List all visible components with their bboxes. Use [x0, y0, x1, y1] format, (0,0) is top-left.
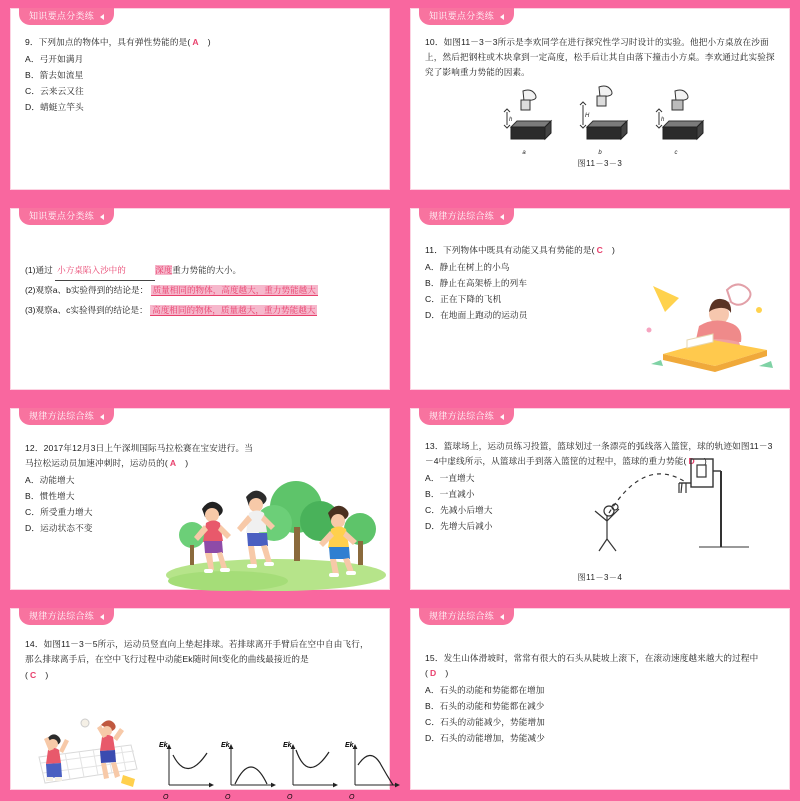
slide-tag-9 [19, 8, 114, 25]
graph-origin-label: O [225, 794, 231, 801]
answer-letter: D [688, 456, 695, 467]
basketball-trajectory-figure [579, 447, 769, 552]
question-block [425, 35, 777, 80]
slide-tag-15 [419, 608, 514, 625]
slide-tag-13 [419, 408, 514, 425]
slide-tag-label: 规律方法综合练 [29, 611, 95, 621]
options-list [25, 52, 377, 115]
question-stem-tail: ) [445, 668, 449, 679]
graph-origin-label: O [287, 794, 293, 801]
option-c: C．正在下降的飞机 [425, 294, 502, 305]
option-b: B．箭去如流星 [25, 70, 84, 81]
graph-origin-label: O [349, 794, 355, 801]
option-d: D．石头的动能增加，势能减少 [425, 733, 546, 744]
svg-text:H: H [585, 113, 590, 119]
graph-option-d [347, 743, 401, 799]
chevron-right-icon [500, 614, 504, 620]
sand-table-drawing-b [569, 87, 631, 149]
question-block [425, 651, 777, 746]
graph-a-curve [161, 743, 215, 793]
graph-y-label: Ek [159, 742, 168, 749]
option-d: D．蜻蜓立竿头 [25, 102, 84, 113]
graph-y-label: Ek [345, 742, 354, 749]
volleyball-illustration [31, 717, 151, 797]
question-stem [25, 441, 261, 471]
graph-option-a [161, 743, 215, 799]
answer-tail: ) [45, 670, 49, 681]
girl-reading-book-icon [635, 268, 785, 383]
answer-line [25, 668, 377, 683]
slide-tag-10 [419, 8, 514, 25]
slide-body [411, 645, 789, 789]
slide-card [410, 408, 790, 590]
slide-tag-14 [19, 608, 114, 625]
question-block [25, 637, 377, 683]
slide-tag-label: 规律方法综合练 [29, 411, 95, 421]
slide-fill-in-blank [0, 200, 400, 400]
fill-row-2-prefix: (2)观察a、b实验得到的结论是： [25, 285, 149, 296]
figure-caption: 图11－3－3 [577, 159, 623, 168]
chevron-right-icon [500, 414, 504, 420]
graph-b-curve [223, 743, 277, 793]
graph-d-curve [347, 743, 401, 793]
figure-caption: 图11－3－4 [577, 573, 623, 582]
question-stem-tail: ) [185, 458, 189, 469]
fill-row-1-suffix: 重力势能的大小。 [172, 265, 242, 275]
sand-setup-a [493, 87, 555, 156]
question-stem-tail: ) [207, 37, 211, 47]
question-stem [425, 651, 777, 681]
question-stem-text: 12．2017年12月3日上午深圳国际马拉松赛在宝安进行。当马拉松运动员加速冲刺时，运动员的( [25, 443, 253, 469]
chevron-right-icon [500, 214, 504, 220]
fill-row-1-highlight: 深度 [155, 265, 173, 275]
question-stem [25, 35, 377, 50]
slide-9 [0, 0, 400, 200]
answer-letter: C [30, 670, 37, 681]
option-b: B．惯性增大 [25, 491, 75, 502]
graph-y-label: Ek [221, 742, 230, 749]
graph-origin-label: O [163, 794, 169, 801]
fill-row-3-conclusion: 高度相同的物体，质量越大，重力势能越大 [152, 304, 316, 315]
question-stem-text: 13．篮球场上，运动员练习投篮，篮球划过一条漂亮的弧线落入篮筐，球的轨迹如图11－3－4中虚线所示，从篮球出手到落入篮筐的过程中，篮球的重力势能( [425, 441, 773, 467]
option-c: C．先减小后增大 [425, 505, 493, 516]
option-c: C．石头的动能减少，势能增加 [425, 717, 546, 728]
sand-setup-c [645, 87, 707, 156]
question-stem: 10．如图11－3－3所示是李欢同学在进行探究性学习时设计的实验。他把小方桌放在沙面上，然后把钢柱或木块拿到一定高度，松手后让其自由落下撞击小方桌。李欢通过此实验探究了影响重力势能的因素。 [425, 37, 775, 78]
sand-setup-b [569, 87, 631, 156]
question-stem-tail: ) [703, 456, 707, 467]
option-a: A．石头的动能和势能都在增加 [425, 685, 545, 696]
option-b: B．一直减小 [425, 489, 475, 500]
figure-row [411, 87, 789, 156]
options-list [425, 471, 545, 534]
answer-letter: C [596, 245, 603, 255]
slide-card [10, 8, 390, 190]
slide-12 [0, 400, 400, 600]
chevron-right-icon [100, 614, 104, 620]
marathon-runners-illustration [168, 469, 383, 587]
energy-time-graph-options [161, 725, 401, 799]
question-stem-tail: ) [611, 245, 615, 255]
slide-tag-label: 规律方法综合练 [429, 211, 495, 221]
fill-row-1-prefix: (1)通过 [25, 265, 53, 275]
answer-letter: A [192, 37, 199, 47]
slide-card [410, 8, 790, 190]
slide-tag-label: 知识要点分类练 [429, 11, 495, 21]
sand-experiment-figure [411, 87, 789, 169]
fill-row-2 [25, 281, 377, 300]
chevron-right-icon [500, 14, 504, 20]
slide-body [11, 255, 389, 389]
answer-prefix: ( [25, 670, 29, 681]
graph-c-curve [285, 743, 339, 793]
slide-card [10, 208, 390, 390]
slide-card [10, 608, 390, 801]
sand-table-drawing-c [645, 87, 707, 149]
option-d: D．先增大后减小 [425, 521, 493, 532]
option-a: A．弓开如满月 [25, 54, 84, 65]
option-c: C．云来云又往 [25, 86, 84, 97]
slide-tag-12 [19, 408, 114, 425]
slide-14 [0, 600, 400, 800]
basketball-shot-drawing [579, 447, 769, 552]
svg-text:h: h [509, 117, 513, 123]
graph-y-label: Ek [283, 742, 292, 749]
option-d: D．运动状态不变 [25, 523, 93, 534]
fill-row-3 [25, 301, 377, 320]
fill-row-1 [25, 261, 377, 281]
answer-letter: D [430, 668, 437, 679]
slide-13 [400, 400, 800, 600]
slide-tag-label: 知识要点分类练 [29, 211, 95, 221]
question-stem-text: 11．下列物体中既具有动能又具有势能的是( [425, 245, 595, 255]
slide-10 [400, 0, 800, 200]
option-b: B．石头的动能和势能都在减少 [425, 701, 545, 712]
slide-tag-label: 规律方法综合练 [429, 411, 495, 421]
option-a: A．动能增大 [25, 475, 75, 486]
question-block [25, 35, 377, 115]
slide-tag-11 [419, 208, 514, 225]
slide-15 [400, 600, 800, 800]
graph-option-b [223, 743, 277, 799]
option-c: C．所受重力增大 [25, 507, 93, 518]
answer-letter: A [169, 458, 177, 469]
slide-tag-fill [19, 208, 114, 225]
sand-table-drawing-a [493, 87, 555, 149]
figure-label-b: b [598, 150, 602, 156]
question-stem-text: 15．发生山体滑坡时，常常有很大的石头从陡坡上滚下，在滚动速度越来越大的过程中( [425, 653, 759, 679]
svg-text:h: h [661, 117, 665, 123]
question-stem: 14．如图11－3－5所示，运动员竖直向上垫起排球。若排球离开手臂后在空中自由飞行，那么排球离手后，在空中飞行过程中动能Ek随时间t变化的曲线最接近的是 [25, 639, 369, 665]
chevron-right-icon [100, 414, 104, 420]
slide-tag-label: 知识要点分类练 [29, 11, 95, 21]
slide-body [11, 29, 389, 189]
slide-card [410, 208, 790, 390]
question-stem [425, 243, 777, 258]
fill-row-3-prefix: (3)观察a、c实验得到的结论是： [25, 304, 148, 315]
option-b: B．静止在高架桥上的列车 [425, 278, 528, 289]
slide-card [410, 608, 790, 790]
option-d: D．在地面上跑动的运动员 [425, 310, 528, 321]
option-a: A．一直增大 [425, 473, 475, 484]
figure-label-a: a [522, 150, 526, 156]
figure-label-c: c [674, 150, 678, 156]
options-list [425, 683, 777, 746]
option-a: A．静止在树上的小鸟 [425, 262, 510, 273]
slide-tag-label: 规律方法综合练 [429, 611, 495, 621]
chevron-right-icon [100, 214, 104, 220]
fill-row-2-conclusion: 质量相同的物体，高度越大，重力势能越大 [152, 285, 316, 296]
volleyball-players-net-icon [31, 717, 151, 797]
slide-card [10, 408, 390, 590]
fill-in-answers [25, 261, 377, 320]
girl-reading-illustration [635, 268, 785, 383]
question-stem-text: 9．下列加点的物体中，具有弹性势能的是( [25, 37, 191, 47]
chevron-right-icon [100, 14, 104, 20]
runners-in-park-icon [168, 469, 383, 587]
slide-11 [400, 200, 800, 400]
fill-row-1-blank: 小方桌陷入沙中的 [55, 261, 155, 281]
graph-option-c [285, 743, 339, 799]
